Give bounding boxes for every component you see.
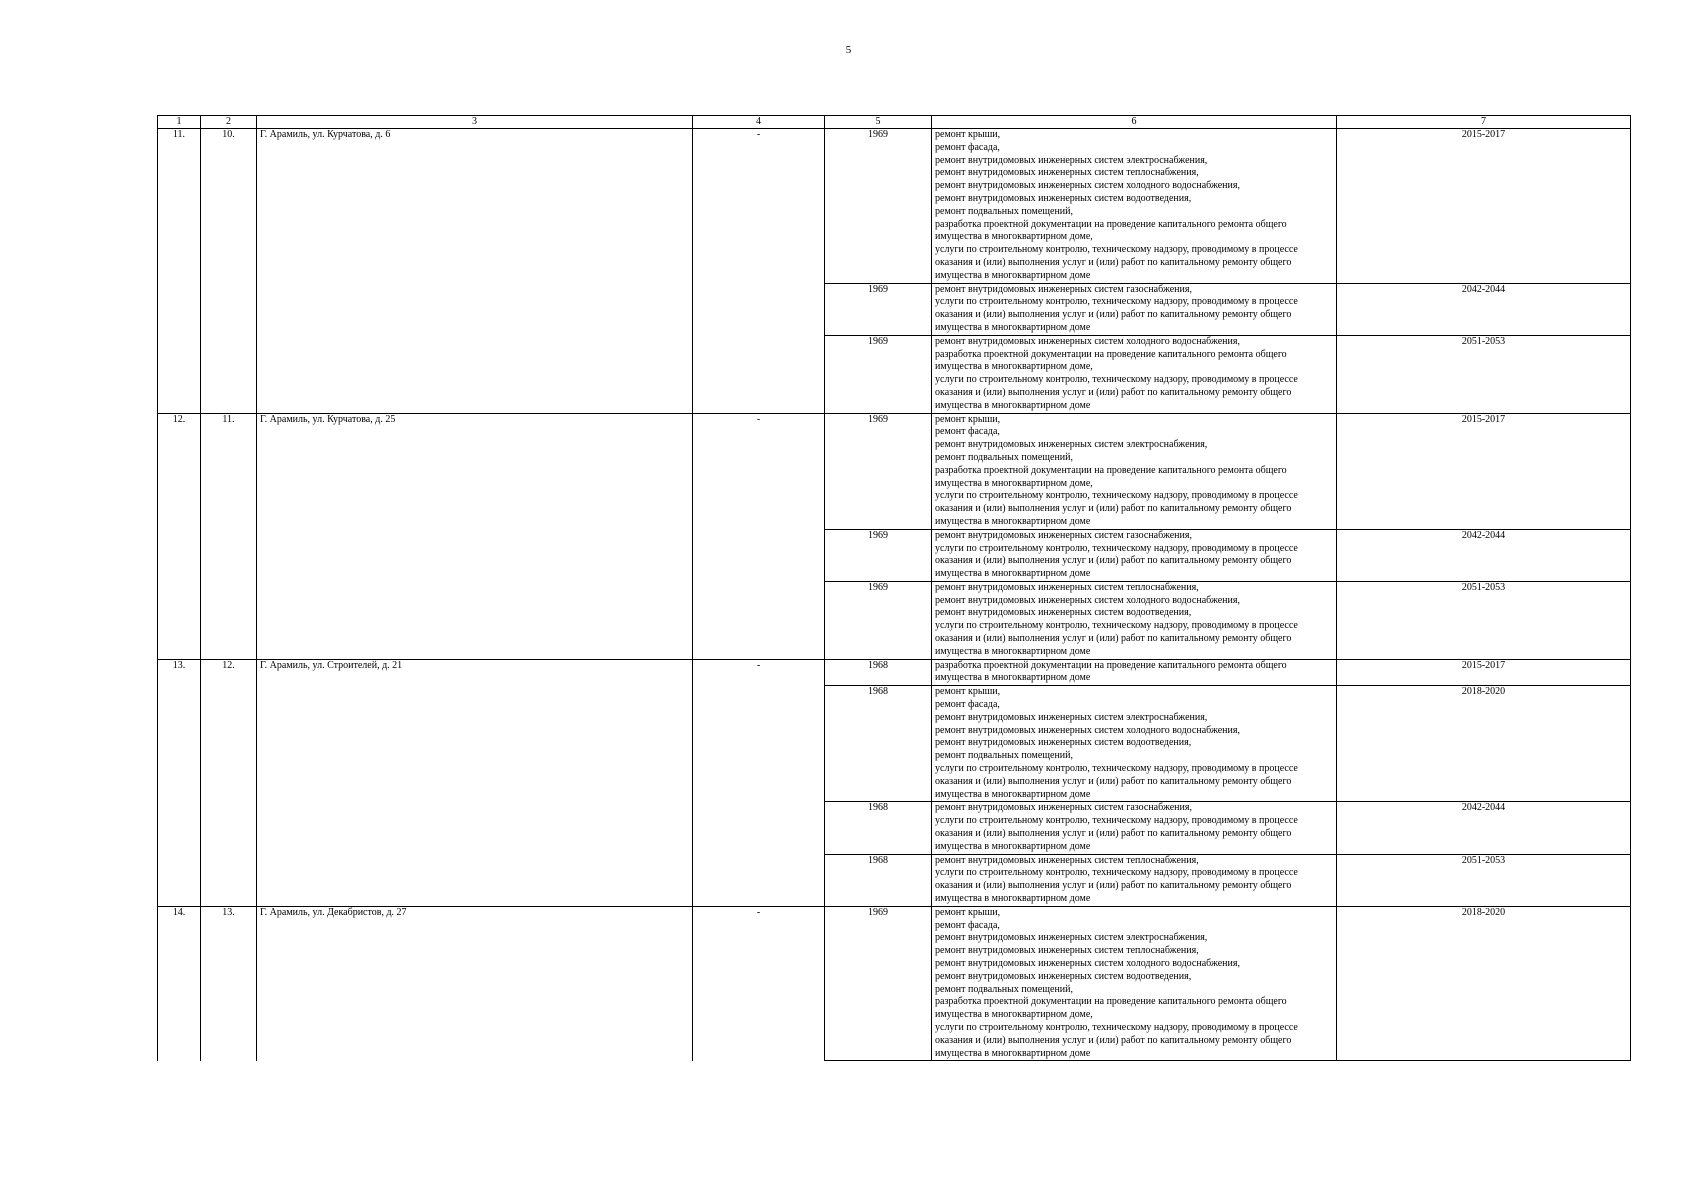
column-header: 2 xyxy=(201,116,257,129)
period-cell: 2042-2044 xyxy=(1337,529,1631,581)
year-cell: 1969 xyxy=(825,581,932,659)
work-item: ремонт внутридомовых инженерных систем газоснабжения, xyxy=(935,283,1192,295)
column-header: 5 xyxy=(825,116,932,129)
work-item: услуги по строительному контролю, техническому надзору, проводимому в процессе xyxy=(935,542,1298,554)
work-item: разработка проектной документации на проведение капитального ремонта общего xyxy=(935,218,1287,230)
work-item: услуги по строительному контролю, техническому надзору, проводимому в процессе xyxy=(935,815,1298,827)
year-cell: 1969 xyxy=(825,129,932,284)
work-item: ремонт внутридомовых инженерных систем электроснабжения, xyxy=(935,711,1208,723)
work-item: оказания и (или) выполнения услуг и (или) работ по капитальному ремонту общего xyxy=(935,880,1292,892)
works-cell xyxy=(932,529,1337,581)
col4-cell: - xyxy=(693,413,825,659)
year-cell: 1968 xyxy=(825,659,932,686)
year-cell: 1969 xyxy=(825,413,932,529)
year-cell: 1968 xyxy=(825,854,932,906)
work-item: услуги по строительному контролю, техническому надзору, проводимому в процессе xyxy=(935,1021,1298,1033)
work-item: ремонт внутридомовых инженерных систем водоотведения, xyxy=(935,737,1192,749)
period-cell: 2042-2044 xyxy=(1337,802,1631,854)
work-item: ремонт внутридомовых инженерных систем теплоснабжения, xyxy=(935,854,1199,866)
work-item: имущества в многоквартирном доме, xyxy=(935,477,1093,489)
work-item: разработка проектной документации на проведение капитального ремонта общего xyxy=(935,659,1287,671)
address-cell: Г. Арамиль, ул. Декабристов, д. 27 xyxy=(257,906,693,1061)
work-item: ремонт внутридомовых инженерных систем холодного водоснабжения, xyxy=(935,335,1240,347)
year-cell: 1969 xyxy=(825,529,932,581)
work-item: ремонт внутридомовых инженерных систем электроснабжения, xyxy=(935,932,1208,944)
work-item: ремонт внутридомовых инженерных систем холодного водоснабжения, xyxy=(935,958,1240,969)
work-item: имущества в многоквартирном доме xyxy=(935,321,1091,333)
work-item: ремонт фасада, xyxy=(935,919,1000,931)
work-item: оказания и (или) выполнения услуг и (или) работ по капитальному ремонту общего xyxy=(935,1034,1292,1046)
works-cell xyxy=(932,283,1337,335)
work-item: ремонт внутридомовых инженерных систем холодного водоснабжения, xyxy=(935,594,1240,606)
work-item: имущества в многоквартирном доме xyxy=(935,568,1091,580)
work-item: услуги по строительному контролю, техническому надзору, проводимому в процессе xyxy=(935,763,1298,775)
work-item: имущества в многоквартирном доме xyxy=(935,269,1091,281)
work-item: оказания и (или) выполнения услуг и (или) работ по капитальному ремонту общего xyxy=(935,555,1292,567)
sub-number-cell: 10. xyxy=(201,129,257,414)
work-item: услуги по строительному контролю, техническому надзору, проводимому в процессе xyxy=(935,374,1298,386)
table-row xyxy=(158,906,1631,1061)
work-item: ремонт внутридомовых инженерных систем электроснабжения, xyxy=(935,439,1208,451)
year-cell: 1968 xyxy=(825,686,932,802)
work-item: ремонт внутридомовых инженерных систем теплоснабжения, xyxy=(935,945,1199,957)
column-header: 6 xyxy=(932,116,1337,129)
works-cell xyxy=(932,906,1337,1061)
repair-schedule-table xyxy=(157,115,1631,1061)
work-item: имущества в многоквартирном доме xyxy=(935,788,1091,800)
period-cell: 2051-2053 xyxy=(1337,335,1631,413)
work-item: услуги по строительному контролю, техническому надзору, проводимому в процессе xyxy=(935,867,1298,879)
work-item: ремонт фасада, xyxy=(935,699,1000,711)
work-item: оказания и (или) выполнения услуг и (или) работ по капитальному ремонту общего xyxy=(935,775,1292,787)
work-item: имущества в многоквартирном доме xyxy=(935,893,1091,905)
work-item: разработка проектной документации на проведение капитального ремонта общего xyxy=(935,464,1287,476)
sub-number-cell: 11. xyxy=(201,413,257,659)
work-item: имущества в многоквартирном доме xyxy=(935,840,1091,852)
work-item: имущества в многоквартирном доме xyxy=(935,1047,1091,1059)
work-item: ремонт внутридомовых инженерных систем электроснабжения, xyxy=(935,154,1208,166)
work-item: оказания и (или) выполнения услуг и (или) работ по капитальному ремонту общего xyxy=(935,503,1292,515)
work-item: ремонт внутридомовых инженерных систем холодного водоснабжения, xyxy=(935,180,1240,192)
address-cell: Г. Арамиль, ул. Строителей, д. 21 xyxy=(257,659,693,906)
work-item: имущества в многоквартирном доме xyxy=(935,672,1091,684)
work-item: имущества в многоквартирном доме, xyxy=(935,361,1093,373)
row-number-cell: 11. xyxy=(158,129,201,414)
work-item: разработка проектной документации на проведение капитального ремонта общего xyxy=(935,996,1287,1008)
work-item: ремонт подвальных помещений, xyxy=(935,750,1073,762)
year-cell: 1969 xyxy=(825,283,932,335)
row-number-cell: 13. xyxy=(158,659,201,906)
year-cell: 1969 xyxy=(825,335,932,413)
col4-cell: - xyxy=(693,659,825,906)
row-number-cell: 14. xyxy=(158,906,201,1061)
work-item: ремонт подвальных помещений, xyxy=(935,205,1073,217)
column-header: 7 xyxy=(1337,116,1631,129)
works-cell xyxy=(932,686,1337,802)
work-item: ремонт внутридомовых инженерных систем водоотведения, xyxy=(935,607,1192,619)
address-cell: Г. Арамиль, ул. Курчатова, д. 6 xyxy=(257,129,693,414)
work-item: ремонт внутридомовых инженерных систем газоснабжения, xyxy=(935,802,1192,814)
work-item: имущества в многоквартирном доме xyxy=(935,645,1091,657)
period-cell: 2015-2017 xyxy=(1337,413,1631,529)
table-row xyxy=(158,129,1631,284)
work-item: услуги по строительному контролю, техническому надзору, проводимому в процессе xyxy=(935,244,1298,256)
work-item: оказания и (или) выполнения услуг и (или) работ по капитальному ремонту общего xyxy=(935,256,1292,268)
sub-number-cell: 12. xyxy=(201,659,257,906)
work-item: ремонт крыши, xyxy=(935,129,1001,140)
work-item: ремонт внутридомовых инженерных систем газоснабжения, xyxy=(935,529,1192,541)
work-item: ремонт крыши, xyxy=(935,413,1001,425)
work-item: ремонт внутридомовых инженерных систем водоотведения, xyxy=(935,970,1192,982)
work-item: ремонт крыши, xyxy=(935,686,1001,698)
table-body xyxy=(158,129,1631,1061)
work-item: услуги по строительному контролю, техническому надзору, проводимому в процессе xyxy=(935,296,1298,308)
work-item: ремонт подвальных помещений, xyxy=(935,451,1073,463)
work-item: ремонт фасада, xyxy=(935,426,1000,438)
column-header: 1 xyxy=(158,116,201,129)
work-item: оказания и (или) выполнения услуг и (или) работ по капитальному ремонту общего xyxy=(935,828,1292,840)
work-item: услуги по строительному контролю, техническому надзору, проводимому в процессе xyxy=(935,620,1298,632)
work-item: имущества в многоквартирном доме xyxy=(935,399,1091,411)
col4-cell: - xyxy=(693,906,825,1061)
work-item: ремонт внутридомовых инженерных систем теплоснабжения, xyxy=(935,581,1199,593)
period-cell: 2042-2044 xyxy=(1337,283,1631,335)
period-cell: 2015-2017 xyxy=(1337,129,1631,284)
column-header: 3 xyxy=(257,116,693,129)
works-cell xyxy=(932,413,1337,529)
period-cell: 2015-2017 xyxy=(1337,659,1631,686)
works-cell xyxy=(932,129,1337,284)
period-cell: 2018-2020 xyxy=(1337,906,1631,1061)
work-item: ремонт внутридомовых инженерных систем теплоснабжения, xyxy=(935,167,1199,179)
work-item: ремонт внутридомовых инженерных систем водоотведения, xyxy=(935,192,1192,204)
work-item: имущества в многоквартирном доме, xyxy=(935,1009,1093,1021)
work-item: оказания и (или) выполнения услуг и (или) работ по капитальному ремонту общего xyxy=(935,633,1292,645)
table-header xyxy=(158,116,1631,129)
work-item: ремонт внутридомовых инженерных систем холодного водоснабжения, xyxy=(935,724,1240,736)
col4-cell: - xyxy=(693,129,825,414)
table-row xyxy=(158,413,1631,529)
period-cell: 2018-2020 xyxy=(1337,686,1631,802)
work-item: услуги по строительному контролю, техническому надзору, проводимому в процессе xyxy=(935,490,1298,502)
sub-number-cell: 13. xyxy=(201,906,257,1061)
work-item: ремонт фасада, xyxy=(935,141,1000,153)
work-item: ремонт крыши, xyxy=(935,906,1001,918)
period-cell: 2051-2053 xyxy=(1337,581,1631,659)
works-cell xyxy=(932,335,1337,413)
header-row xyxy=(158,116,1631,129)
page-number: 5 xyxy=(845,44,852,56)
works-cell xyxy=(932,581,1337,659)
year-cell: 1969 xyxy=(825,906,932,1061)
work-item: оказания и (или) выполнения услуг и (или) работ по капитальному ремонту общего xyxy=(935,309,1292,321)
row-number-cell: 12. xyxy=(158,413,201,659)
work-item: имущества в многоквартирном доме, xyxy=(935,231,1093,243)
work-item: оказания и (или) выполнения услуг и (или) работ по капитальному ремонту общего xyxy=(935,386,1292,398)
works-cell xyxy=(932,802,1337,854)
column-header: 4 xyxy=(693,116,825,129)
address-cell: Г. Арамиль, ул. Курчатова, д. 25 xyxy=(257,413,693,659)
table-row xyxy=(158,659,1631,686)
work-item: разработка проектной документации на проведение капитального ремонта общего xyxy=(935,348,1287,360)
works-cell xyxy=(932,659,1337,686)
work-item: имущества в многоквартирном доме xyxy=(935,515,1091,527)
period-cell: 2051-2053 xyxy=(1337,854,1631,906)
year-cell: 1968 xyxy=(825,802,932,854)
works-cell xyxy=(932,854,1337,906)
work-item: ремонт подвальных помещений, xyxy=(935,983,1073,995)
